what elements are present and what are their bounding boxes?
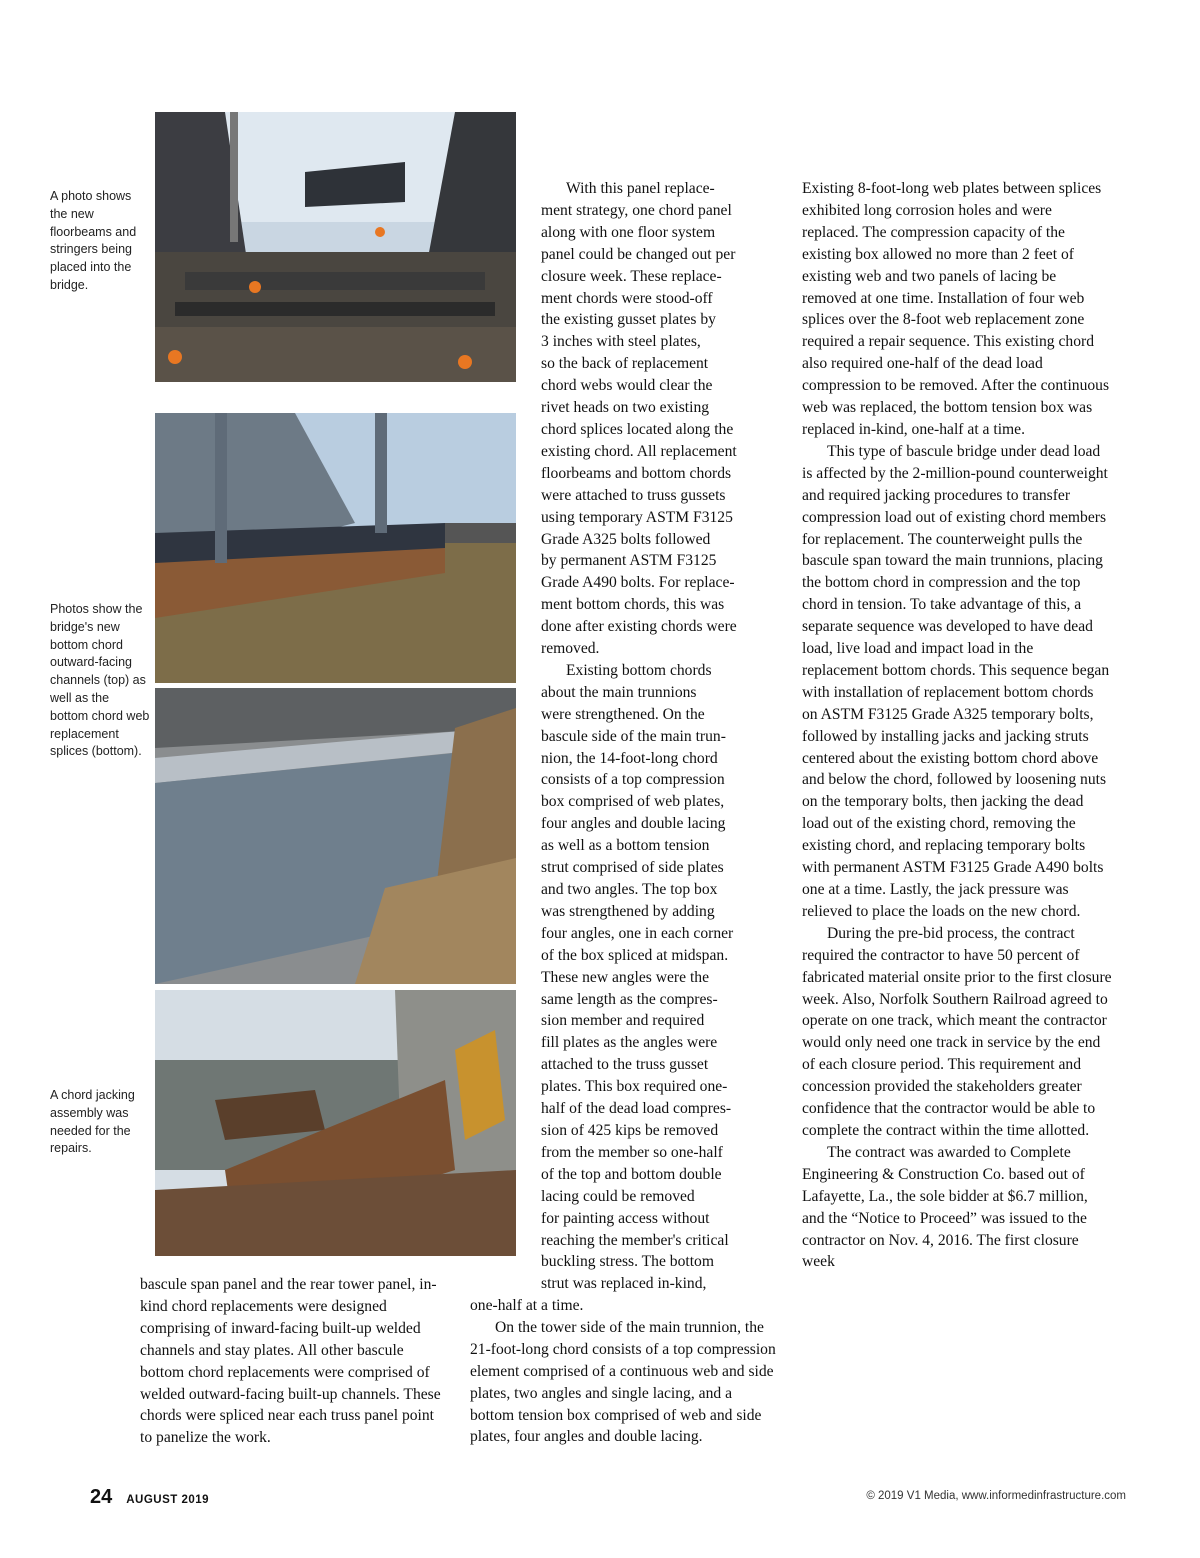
col2-line: about the main trunnions [541,683,697,701]
col2-line: by permanent ASTM F3125 [541,552,717,570]
col2-line: attached to the truss gusset [541,1056,709,1074]
col2-line: were strengthened. On the [541,705,705,723]
col2-line: reaching the member's critical [541,1231,729,1249]
col2-line: from the member so one-half [541,1143,723,1161]
col2-line: removed. [541,640,600,658]
col2-line: so the back of replacement [541,355,709,373]
col2-line: and two angles. The top box [541,881,718,898]
col2-line: ment strategy, one chord panel [541,201,732,219]
col2-line: Grade A490 bolts. For replace- [541,574,735,592]
col2-line: Grade A325 bolts followed [541,530,711,548]
page-number: 24 [90,1486,113,1508]
col2-line: existing chord. All replacement [541,442,737,460]
col2-line: same length as the compres- [541,990,718,1008]
col2-line: With this panel replace- [566,180,715,197]
photo-floorbeams-placement [155,112,516,382]
col2-line: the existing gusset plates by [541,311,716,329]
col2-paragraph-tower-side: On the tower side of the main trunnion, the 21-foot-long chord consists of a top compression element comprised of a continuous web and side plates, two angles and single lacing, and a bottom tension box comprised of web and side plates, four angles and double lacing. [470,1318,776,1446]
col2-line: panel could be changed out per [541,245,736,263]
col2-line: floorbeams and bottom chords [541,464,732,482]
col2-line: closure week. These replace- [541,267,722,285]
photo-caption-floorbeams: A photo shows the new floorbeams and stringers being placed into the bridge. [50,189,137,292]
footer-left [90,1486,209,1509]
col2-line: as well as a bottom tension [541,837,710,855]
col2-line: done after existing chords were [541,618,737,636]
col2-line: of the top and bottom double [541,1165,722,1183]
col2-line: along with one floor system [541,223,716,241]
col2-line: Existing bottom chords [566,661,712,679]
col2-line: plates. This box required one- [541,1078,728,1096]
col2-line: box comprised of web plates, [541,793,725,811]
col2-line: chord webs would clear the [541,377,713,395]
col2-line: ment chords were stood-off [541,289,713,307]
col3-paragraph-3: During the pre-bid process, the contract required the contractor to have 50 percent of fabricated material onsite prior to the first closure week. Also, Norfolk Southern Railroad agreed to operate on one track, which meant the contractor would only need one track in service by the end of each closure period. This requirement and concession provided the stakeholders greater confidence that the contractor would be able to complete the contract within the time allotted. [802,924,1112,1139]
col2-line: These new angles were the [541,968,709,986]
photo-bottom-chord-channels [155,413,516,683]
col2-line: sion member and required [541,1012,705,1030]
col2-line: bascule side of the main trun- [541,727,726,745]
col2-line: were attached to truss gussets [541,486,726,504]
col2-line: ment bottom chords, this was [541,596,725,614]
col2-tail-line: one-half at a time. [470,1297,584,1314]
col2-line: four angles and double lacing [541,815,726,833]
col2-line: using temporary ASTM F3125 [541,508,733,526]
col2-line: fill plates as the angles were [541,1034,718,1052]
col2-line: chord splices located along the [541,420,734,438]
col2-line: half of the dead load compres- [541,1100,732,1118]
photo-caption-chord-channels: Photos show the bridge's new bottom chord outward-facing channels (top) as well as the bottom chord web replacement splices (bottom). [50,602,150,759]
col2-line: was strengthened by adding [541,902,715,920]
col3-paragraph-2: This type of bascule bridge under dead load is affected by the 2-million-pound counterweight and required jacking procedures to transfer compression load out of existing chord members for replacement. The counterweight pulls the bascule span toward the main trunnions, placing the bottom chord in compression and the top chord in tension. To take advantage of this, a separate sequence was developed to have dead load, live load and impact load in the replacement bottom chords. This sequence began with installation of replacement bottom chords on ASTM F3125 Grade A325 temporary bolts, followed by installing jacks and jacking struts centered about the existing bottom chord above and below the chord, followed by loosening nuts on the temporary bolts, then jacking the dead load out of the existing chord, removing the existing chord, and replacing temporary bolts with permanent ASTM F3125 Grade A490 bolts one at a time. Lastly, the jack pressure was relieved to place the loads on the new chord. [802,442,1110,920]
issue-date: AUGUST 2019 [126,1494,210,1506]
col2-line: sion of 425 kips be removed [541,1121,719,1139]
col2-line: four angles, one in each corner [541,924,734,942]
col3-paragraph-4: The contract was awarded to Complete Engineering & Construction Co. based out of Lafayette, La., the sole bidder at $6.7 million, and the “Notice to Proceed” was issued to the contractor on Nov. 4, 2016. The first closure week [802,1143,1088,1271]
footer-copyright: © 2019 V1 Media, www.informedinfrastructure.com [866,1490,1126,1502]
col2-wrapped-text [541,178,781,1295]
photo-caption-jacking-assembly: A chord jacking assembly was needed for the repairs. [50,1088,135,1156]
col2-line: buckling stress. The bottom [541,1253,714,1271]
col2-line: for painting access without [541,1209,710,1227]
col3-paragraph-1: Existing 8-foot-long web plates between splices exhibited long corrosion holes and were replaced. The compression capacity of the existing box allowed no more than 2 feet of existing web and two panels of lacing be removed at one time. Installation of four web splices over the 8-foot web replacement zone required a repair sequence. This existing chord also required one-half of the dead load compression to be removed. After the continuous web was replaced, the bottom tension box was replaced in-kind, one-half at a time. [802,180,1110,438]
col2-line: nion, the 14-foot-long chord [541,749,718,767]
col2-line: of the box spliced at midspan. [541,946,729,964]
col2-line: 3 inches with steel plates, [541,333,701,351]
col2-line: strut was replaced in-kind, [541,1275,707,1293]
col2-line: lacing could be removed [541,1187,695,1205]
photo-web-replacement-splices [155,688,516,984]
photo-chord-jacking-assembly [155,990,516,1256]
col2-line: consists of a top compression [541,771,725,789]
col2-line: strut comprised of side plates [541,859,724,877]
col2-line: rivet heads on two existing [541,399,710,417]
col1-paragraph: bascule span panel and the rear tower panel, in-kind chord replacements were designed comprising of inward-facing built-up welded channels and stay plates. All other bascule bottom chord replacements were comprised of welded outward-facing built-up channels. These chords were spliced near each truss panel point to panelize the work. [140,1276,441,1447]
